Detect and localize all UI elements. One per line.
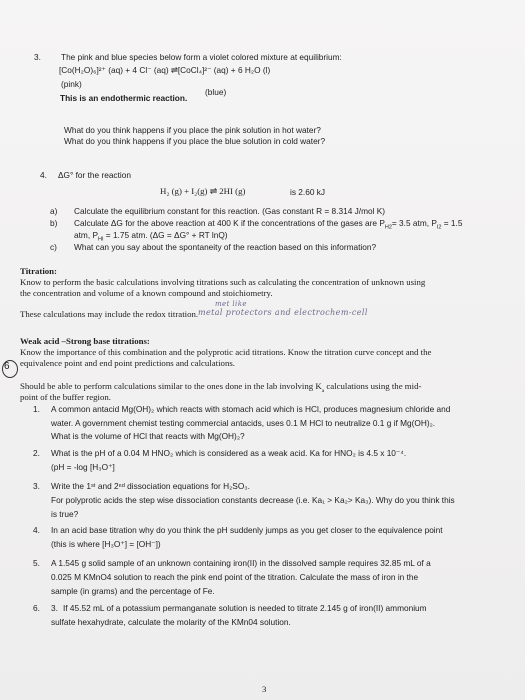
lab-intro-line2: point of the buffer region.: [20, 392, 111, 402]
page-number: 3: [262, 684, 267, 694]
item-5-line1: A 1.545 g solid sample of an unknown containing iron(II) in the dissolved sample requires 32.85 mL of a: [51, 558, 431, 568]
item-6-line1: If 45.52 mL of a potassium permanganate solution is needed to titrate 2.145 g of iron(II) ammonium: [63, 603, 427, 613]
item-5-number: 5.: [33, 558, 40, 568]
item-1-line1: A common antacid Mg(OH)₂ which reacts with stomach acid which is HCl, produces magnesium chloride and: [51, 404, 451, 414]
titration-line1: Know to perform the basic calculations involving titrations such as calculating the concentration of unknown using: [20, 277, 426, 287]
circled-number: 6: [4, 361, 10, 372]
q4-value: is 2.60 kJ: [290, 187, 326, 197]
item-5-line3: sample (in grams) and the percentage of Fe.: [51, 586, 215, 596]
item-4-line1: In an acid base titration why do you think the pH suddenly jumps as you get closer to the equivalence point: [51, 525, 443, 535]
handwritten-note-above: met like: [215, 300, 247, 308]
item-2-line2: (pH = -log [H₃O⁺]: [51, 462, 115, 472]
item-3-number: 3.: [33, 481, 40, 491]
q3-number: 3.: [34, 52, 41, 62]
q4b-text-line2: atm, $P_{HI} = 1.75$ atm. (ΔG = ΔG° + RT lnQ): [74, 230, 228, 243]
q4a-label: a): [50, 206, 58, 216]
titration-line3: These calculations may include the redox titration.: [20, 309, 199, 319]
titration-line2: the concentration and volume of a known compound and stoichiometry.: [20, 288, 273, 298]
handwritten-note-inline: metal protectors and electrochem-cell: [198, 308, 368, 317]
weak-acid-line1: Know the importance of this combination and the polyprotic acid titrations. Know the titration curve concept and the: [20, 347, 432, 357]
weak-acid-line2: equivalence point and end point predictions and calculations.: [20, 358, 235, 368]
q4-number: 4.: [40, 170, 47, 180]
item-4-line2: (this is where [H₃O⁺] = [OH⁻]): [51, 539, 161, 549]
item-3-line1: Write the 1ˢᵗ and 2ⁿᵈ dissociation equations for H₂SO₃.: [51, 481, 250, 491]
lab-intro-line1: Should be able to perform calculations similar to the ones done in the lab involving $K_a$ calculations using the mid-: [20, 381, 422, 394]
item-1-line3: What is the volume of HCl that reacts with Mg(OH)₂?: [51, 431, 245, 441]
q3-equation: [Co(H₂O)₆]²⁺ (aq) + 4 Cl⁻ (aq) ⇌[CoCl₄]²⁻ (aq) + 6 H₂O (l): [59, 65, 271, 75]
q3-question-cold: What do you think happens if you place the blue solution in cold water?: [64, 136, 326, 146]
item-6-number: 6.: [33, 603, 40, 613]
q4c-text: What can you say about the spontaneity of the reaction based on this information?: [74, 242, 377, 252]
item-1-number: 1.: [33, 404, 40, 414]
item-3-line2: For polyprotic acids the step wise dissociation constants decrease (i.e. Ka₁ > Ka₂> Ka₃). Why do you think this: [51, 495, 455, 505]
q4a-text: Calculate the equilibrium constant for this reaction. (Gas constant R = 8.314 J/mol K): [74, 206, 386, 216]
q3-line1: The pink and blue species below form a violet colored mixture at equilibrium:: [61, 52, 342, 62]
q3-endothermic: This is an endothermic reaction.: [60, 93, 188, 103]
q4b-label: b): [50, 218, 58, 228]
item-6-subnumber: 3.: [51, 603, 58, 613]
q3-pink-label: (pink): [61, 79, 82, 89]
q3-blue-label: (blue): [205, 87, 227, 97]
item-1-line2: water. A government chemist testing commercial antacids, uses 0.1 M HCl to neutralize 0.1 g if Mg(OH)₂.: [51, 418, 436, 428]
item-3-line3: is true?: [51, 509, 79, 519]
titration-heading: Titration:: [20, 266, 57, 276]
item-2-number: 2.: [33, 448, 40, 458]
item-5-line2: 0.025 M KMnO4 solution to reach the pink end point of the titration. Calculate the mass of iron in the: [51, 572, 419, 582]
q4-heading: ΔG° for the reaction: [58, 170, 131, 180]
q4c-label: c): [50, 242, 57, 252]
q4b-text-line1: Calculate ΔG for the above reaction at 400 K if the concentrations of the gases are $P_{H2}= 3.5$ atm, $P_{I2} = 1.5$: [74, 218, 463, 231]
item-2-line1: What is the pH of a 0.04 M HNO₂ which is considered as a weak acid. Ka for HNO₂ is 4.5 x 10⁻⁴.: [51, 448, 407, 458]
item-6-line2: sulfate hexahydrate, calculate the molarity of the KMn04 solution.: [51, 617, 291, 627]
q3-question-hot: What do you think happens if you place the pink solution in hot water?: [64, 125, 321, 135]
weak-acid-heading: Weak acid –Strong base titrations:: [20, 336, 150, 346]
q4-reaction: H₂ (g) + I₂(g) ⇌ 2HI (g): [160, 186, 246, 196]
item-4-number: 4.: [33, 525, 40, 535]
